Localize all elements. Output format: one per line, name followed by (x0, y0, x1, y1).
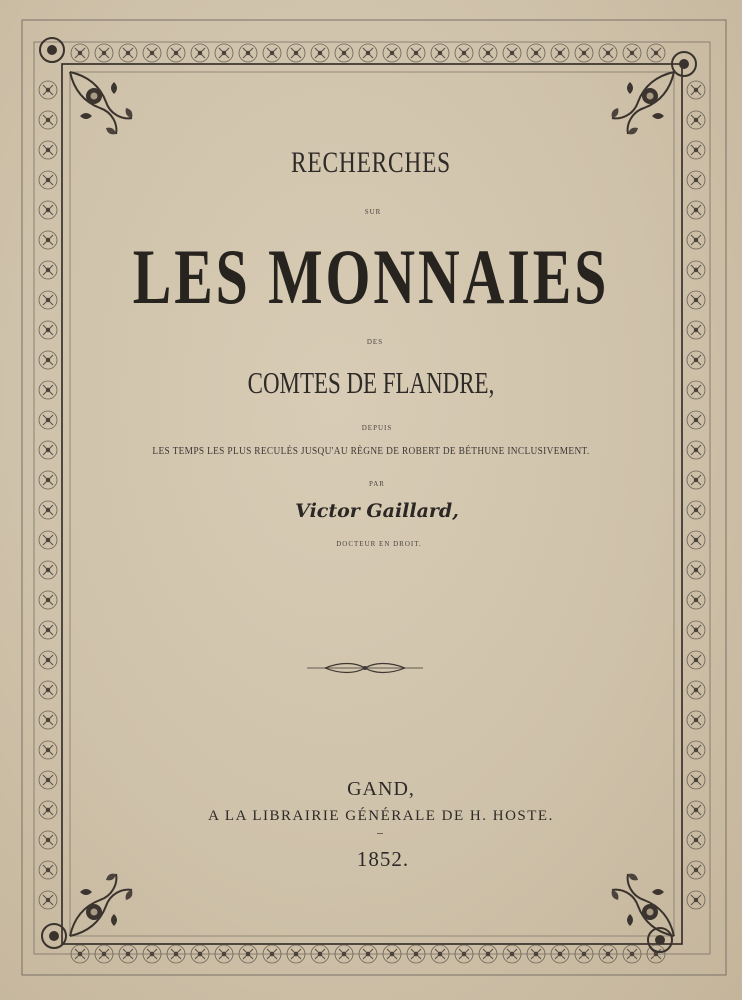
title-comtes: COMTES DE FLANDRE, (247, 365, 495, 400)
imprint-publisher: A LA LIBRAIRIE GÉNÉRALE DE H. HOSTE. (208, 808, 554, 824)
decorative-rule-icon (305, 661, 425, 675)
imprint-city: GAND, (347, 778, 415, 800)
word-sur: SUR (364, 208, 382, 216)
imprint-year: 1852. (356, 847, 410, 871)
word-depuis: DEPUIS (361, 424, 393, 432)
corner-ornament-bottom-left (42, 874, 132, 948)
word-des: DES (366, 338, 384, 346)
corner-ornament-bottom-right (612, 874, 674, 952)
author-title: DOCTEUR EN DROIT. (336, 540, 422, 548)
imprint-divider (377, 833, 383, 834)
corner-ornament-top-left (40, 38, 132, 134)
author-name: Victor Gaillard, (295, 500, 459, 522)
word-par: PAR (369, 480, 385, 488)
title-recherches: RECHERCHES (291, 146, 451, 179)
main-title: LES MONNAIES (132, 233, 610, 320)
subtitle: LES TEMPS LES PLUS RECULÉS JUSQU'AU RÈGNE DE ROBERT DE BÉTHUNE INCLUSIVEMENT. (152, 445, 590, 457)
